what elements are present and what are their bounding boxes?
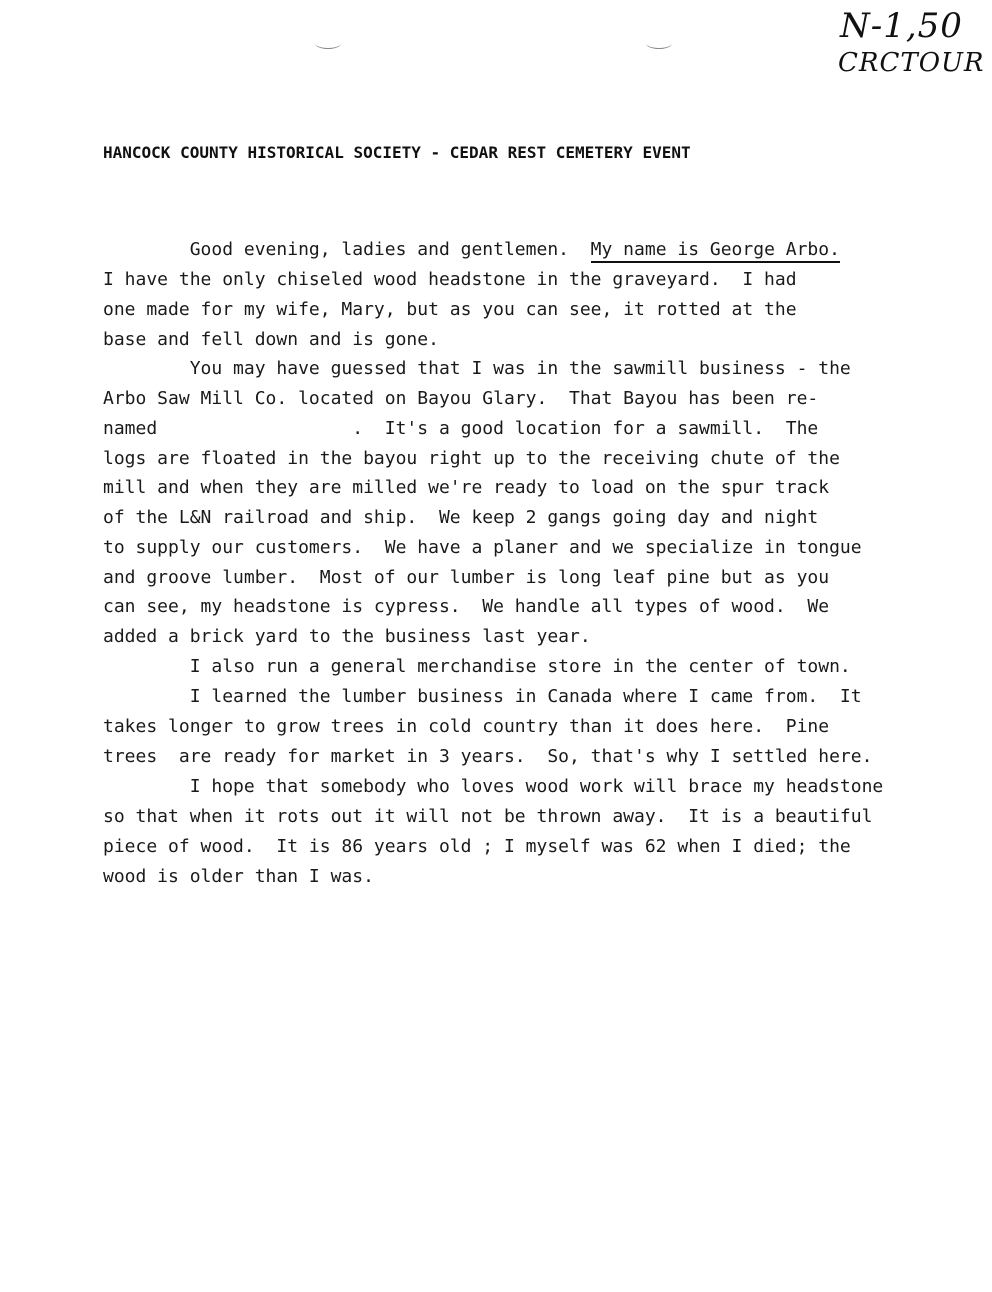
body-line: I hope that somebody who loves wood work will brace my headstone xyxy=(103,776,884,797)
body-line: I have the only chiseled wood headstone in the graveyard. I had xyxy=(103,269,797,290)
body-line: Arbo Saw Mill Co. located on Bayou Glary. That Bayou has been re- xyxy=(103,388,819,409)
body-line: wood is older than I was. xyxy=(103,866,374,887)
punch-hole-mark-left xyxy=(315,38,341,49)
punch-hole-mark-right xyxy=(646,38,672,49)
body-line: You may have guessed that I was in the sawmill business - the xyxy=(103,358,851,379)
body-line: named . It's a good location for a sawmill. The xyxy=(103,418,819,439)
body-line: can see, my headstone is cypress. We handle all types of wood. We xyxy=(103,596,830,617)
body-line: base and fell down and is gone. xyxy=(103,329,439,350)
document-heading: HANCOCK COUNTY HISTORICAL SOCIETY - CEDAR REST CEMETERY EVENT xyxy=(103,143,691,162)
body-line: I also run a general merchandise store in the center of town. xyxy=(103,656,851,677)
body-line: piece of wood. It is 86 years old ; I myself was 62 when I died; the xyxy=(103,836,851,857)
body-line: mill and when they are milled we're ready to load on the spur track xyxy=(103,477,830,498)
body-text: Good evening, ladies and gentlemen. xyxy=(103,239,591,260)
handwritten-catalog-number: N-1,50 xyxy=(840,6,963,46)
body-line: so that when it rots out it will not be thrown away. It is a beautiful xyxy=(103,806,873,827)
body-line: to supply our customers. We have a planer and we specialize in tongue xyxy=(103,537,862,558)
body-line: takes longer to grow trees in cold country than it does here. Pine xyxy=(103,716,830,737)
body-line: of the L&N railroad and ship. We keep 2 gangs going day and night xyxy=(103,507,819,528)
body-line: and groove lumber. Most of our lumber is long leaf pine but as you xyxy=(103,567,830,588)
body-line: I learned the lumber business in Canada where I came from. It xyxy=(103,686,862,707)
body-line: one made for my wife, Mary, but as you can see, it rotted at the xyxy=(103,299,797,320)
body-line xyxy=(103,239,840,261)
handwritten-tour-label: CRCTOUR xyxy=(838,48,985,78)
underlined-name-text: My name is George Arbo. xyxy=(591,239,840,263)
body-line: trees are ready for market in 3 years. So, that's why I settled here. xyxy=(103,746,873,767)
body-line: logs are floated in the bayou right up to the receiving chute of the xyxy=(103,448,840,469)
body-line: added a brick yard to the business last year. xyxy=(103,626,591,647)
